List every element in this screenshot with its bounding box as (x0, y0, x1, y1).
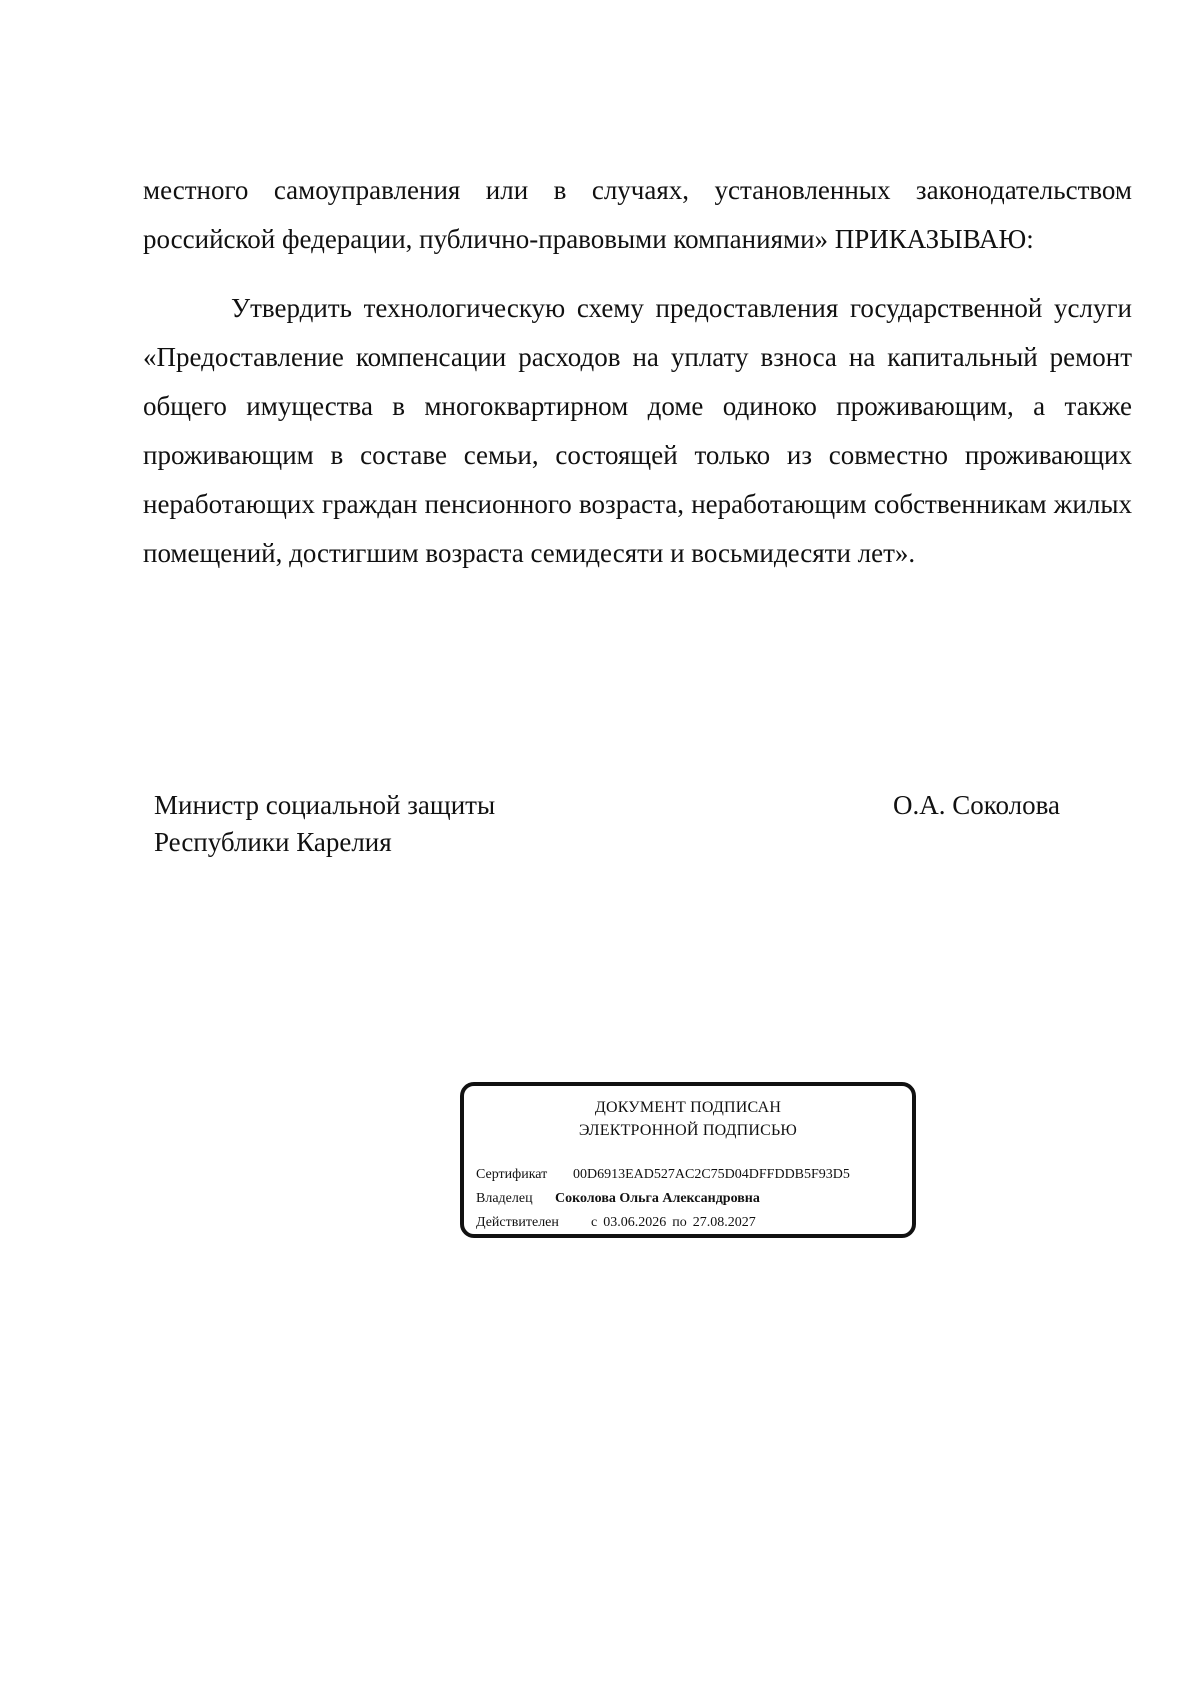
stamp-header-line-2: ЭЛЕКТРОННОЙ ПОДПИСЬЮ (578, 1122, 798, 1139)
valid-from-date: 03.06.2026 (603, 1215, 667, 1230)
paragraph-order: Утвердить технологическую схему предоставления государственной услуги «Предоставление компенсации расходов на уплату взноса на капитальный ремонт общего имущества в многоквартирном доме одиноко проживающим, а также проживающим в составе семьи, состоящей только из совместно проживающих неработающих граждан пенсионного возраста, неработающим собственникам жилых помещений, достигшим возраста семидесяти и восьмидесяти лет». (143, 293, 1132, 568)
certificate-value: 00D6913EAD527AC2C75D04DFFDDB5F93D5 (573, 1167, 850, 1182)
electronic-signature-stamp (460, 1082, 916, 1238)
stamp-certificate-row (476, 1166, 850, 1184)
signatory-position (154, 787, 495, 861)
signatory-position-line-1: Министр социальной защиты (154, 790, 496, 820)
valid-label: Действителен (476, 1215, 559, 1230)
certificate-label: Сертификат (476, 1167, 548, 1182)
stamp-validity-row (476, 1214, 756, 1232)
signatory-position-line-2: Республики Карелия (154, 827, 392, 857)
paragraph-preamble-end: местного самоуправления или в случаях, установленных законодательством российской федерации, публично-правовыми компаниями» ПРИКАЗЫВАЮ: (143, 175, 1132, 254)
owner-value: Соколова Ольга Александровна (555, 1191, 760, 1206)
valid-to-date: 27.08.2027 (692, 1215, 756, 1230)
valid-from-prefix: с (591, 1215, 598, 1230)
stamp-header (464, 1096, 912, 1142)
stamp-owner-row (476, 1190, 760, 1208)
valid-to-prefix: по (672, 1215, 687, 1230)
stamp-header-line-1: ДОКУМЕНТ ПОДПИСАН (594, 1099, 782, 1116)
signatory-name: О.А. Соколова (893, 790, 1060, 820)
owner-label: Владелец (476, 1191, 533, 1206)
